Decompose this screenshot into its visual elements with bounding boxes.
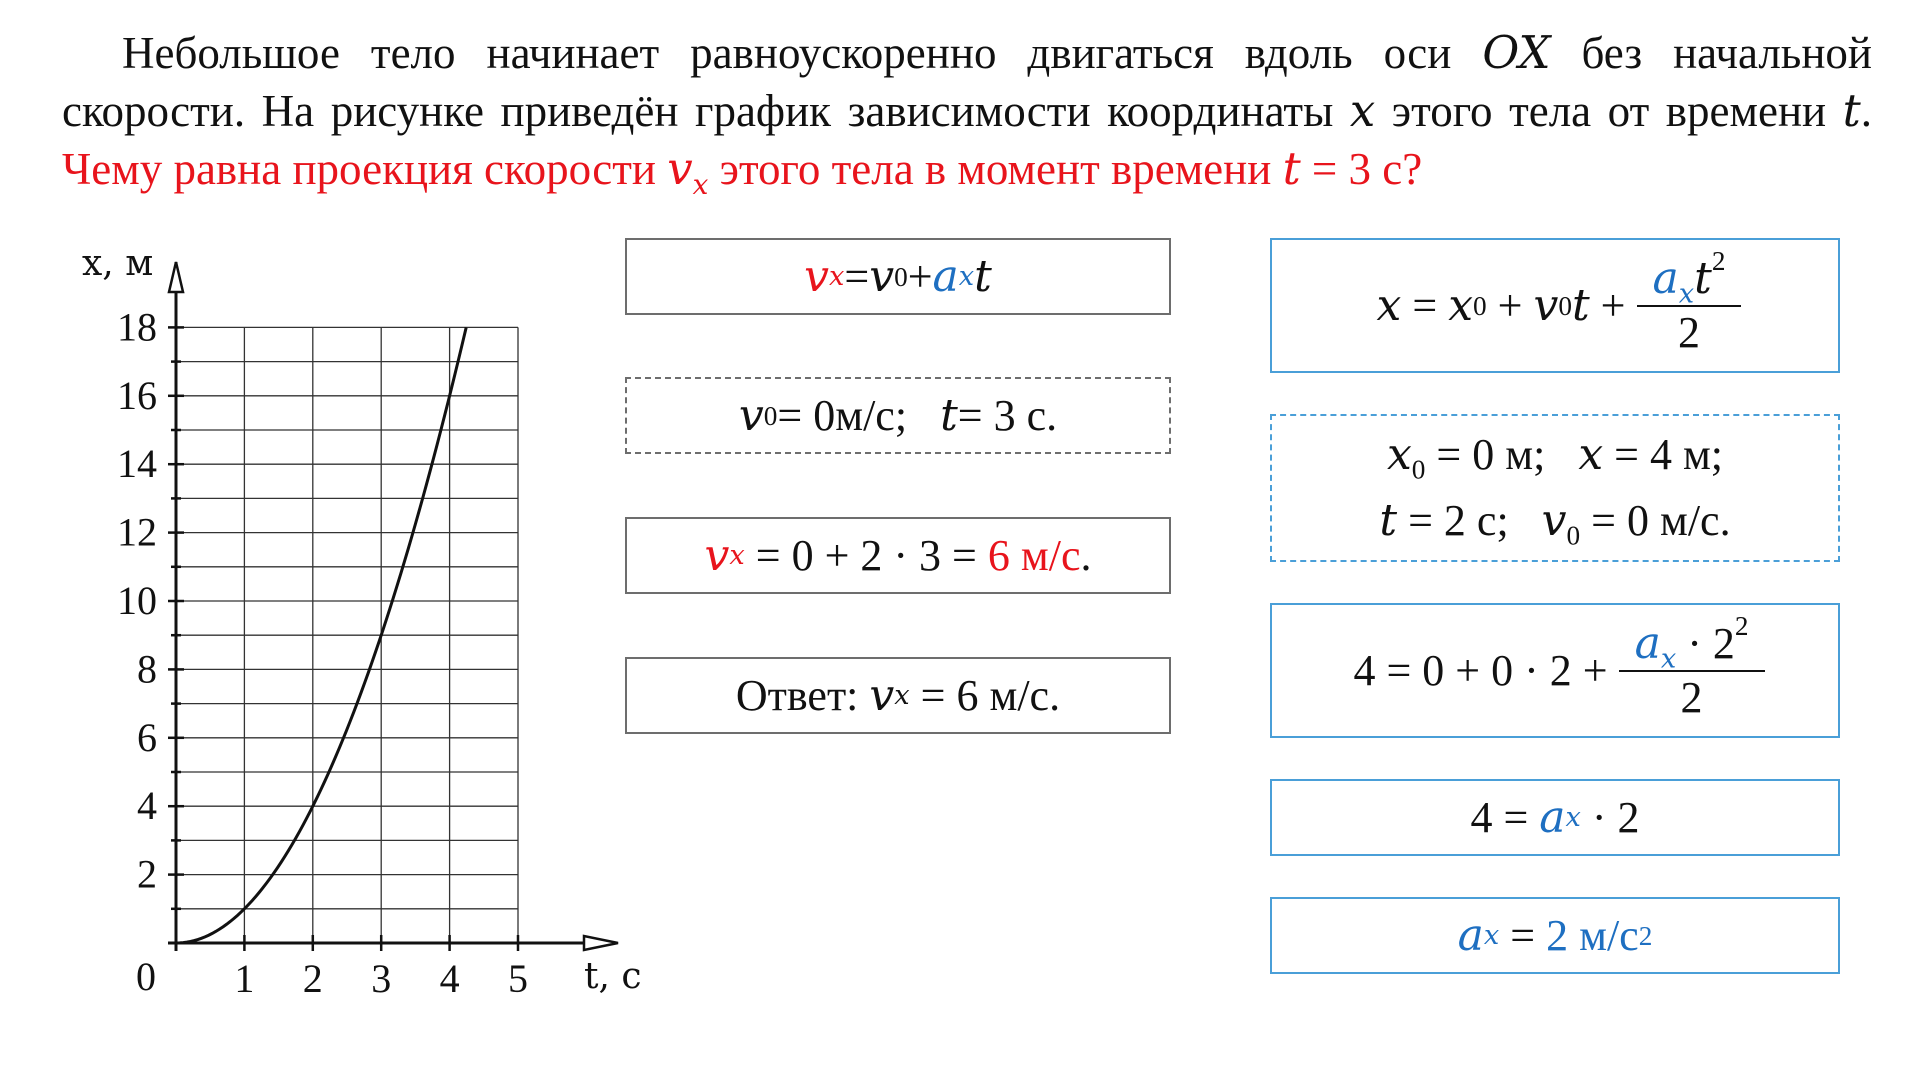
y-tick-label: 2	[137, 851, 157, 897]
x-tick-label: 5	[508, 956, 528, 1001]
y-tick-label: 10	[117, 578, 157, 623]
acceleration-result-box: a x = 2 м/с 2	[1270, 897, 1840, 974]
time-variable: t	[1842, 84, 1861, 137]
fraction: $\frac{a_x \cdot 2^2}{2}$	[1627, 618, 1757, 724]
origin-label: 0	[136, 954, 156, 999]
given-line-2: t = 2 с; $v_0 = 0$ м/с.	[1379, 495, 1731, 551]
given-values-box-2	[1270, 414, 1840, 562]
coordinate-time-graph	[0, 0, 700, 1080]
y-axis-arrow	[169, 262, 183, 292]
y-tick-label: 18	[117, 304, 157, 350]
substitution-box: 4 = 0 + 0 · 2 + $\frac{a_x \cdot 2^2}{2}$	[1270, 603, 1840, 738]
axis-name: OX	[1482, 26, 1551, 79]
x-axis-label: t, с	[584, 956, 642, 997]
x-tick-labels	[234, 956, 528, 1001]
y-tick-label: 14	[117, 441, 157, 487]
x-tick-label: 4	[439, 956, 460, 1001]
fraction: $\frac{a_xt^2}{2}$	[1645, 253, 1734, 359]
problem-text: этого тела от времени	[1375, 86, 1843, 136]
coordinate-formula-box: x = x 0 + v 0 t + $\frac{a_xt^2}{2}$	[1270, 238, 1840, 373]
problem-text: Небольшое тело начинает равноускоренно двигаться вдоль оси	[122, 28, 1483, 78]
answer-box: Ответ: v x = 6 м/с.	[625, 657, 1171, 734]
x-axis-arrow	[584, 936, 618, 950]
graph-grid	[176, 327, 518, 943]
y-tick-label: 6	[137, 714, 157, 760]
given-line-1: $x_0 = 0$ м; x = 4 м;	[1386, 429, 1724, 485]
problem-text: .	[1860, 86, 1873, 136]
y-tick-label: 4	[137, 783, 157, 829]
y-tick-label: 16	[117, 372, 157, 418]
calculation-box: v x = 0 + 2 · 3 = 6 м/с .	[625, 517, 1171, 594]
x-tick-label: 1	[234, 956, 255, 1001]
coord-variable: x	[1349, 84, 1376, 137]
x-tick-label: 2	[302, 956, 323, 1001]
given-values-box: v 0 = 0 м/с ; t = 3 с.	[625, 377, 1171, 454]
y-axis-label: x, м	[82, 243, 154, 284]
question: Чему равна проекция скорости $v_x$ этого тела в момент времени t = 3 с?	[62, 142, 1423, 201]
y-tick-label: 12	[117, 509, 157, 555]
y-tick-label: 8	[137, 646, 157, 692]
velocity-formula-box: v x = v 0 + a x t	[625, 238, 1171, 315]
y-tick-labels	[117, 304, 157, 896]
x-tick-label: 3	[371, 956, 392, 1001]
graph-axes	[168, 262, 618, 951]
problem-text: без начальной скорости. На рисунке приведён график зависимости координаты	[62, 28, 1872, 136]
step-box: 4 = a x · 2	[1270, 779, 1840, 856]
